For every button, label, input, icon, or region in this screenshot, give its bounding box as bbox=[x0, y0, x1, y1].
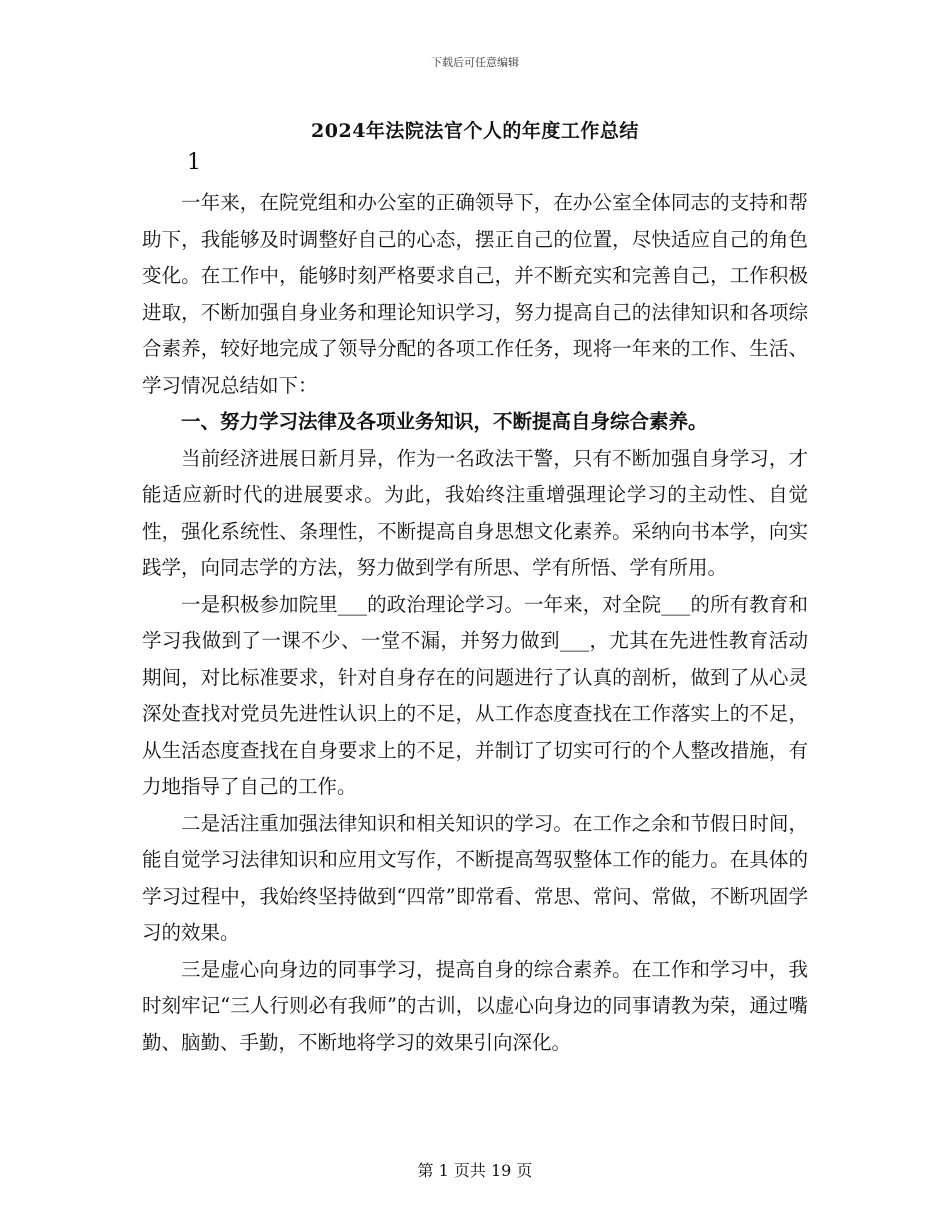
document-title: 2024年法院法官个人的年度工作总结 bbox=[311, 120, 639, 142]
section-heading: 一、努力学习法律及各项业务知识，不断提高自身综合素养。 bbox=[181, 410, 708, 433]
paragraph-point-two: 二是活注重加强法律知识和相关知识的学习。在工作之余和节假日时间，能自觉学习法律知识和应用文写作，不断提高驾驭整体工作的能力。在具体的学习过程中，我始终坚持做到“四常”即常看、常思、常问、常做，不断巩固学习的效果。 bbox=[142, 811, 808, 944]
paragraph-point-one: 一是积极参加院里___的政治理论学习。一年来，对全院___的所有教育和学习我做到了一课不少、一堂不漏，并努力做到___，尤其在先进性教育活动期间，对比标准要求，针对自身存在的问题进行了认真的剖析，做到了从心灵深处查找对党员先进性认识上的不足，从工作态度查找在工作落实上的不足，从生活态度查找在自身要求上的不足，并制订了切实可行的个人整改措施，有力地指导了自己的工作。 bbox=[142, 592, 808, 798]
page-number-footer: 第 1 页共 19 页 bbox=[417, 1161, 533, 1180]
page-header-note: 下载后可任意编辑 bbox=[431, 56, 519, 69]
section-number: 1 bbox=[187, 150, 201, 175]
document-body bbox=[142, 185, 808, 1061]
paragraph-intro: 一年来，在院党组和办公室的正确领导下，在办公室全体同志的支持和帮助下，我能够及时调整好自己的心态，摆正自己的位置，尽快适应自己的角色变化。在工作中，能够时刻严格要求自己，并不断充实和完善自己，工作积极进取，不断加强自身业务和理论知识学习，努力提高自己的法律知识和各项综合素养，较好地完成了领导分配的各项工作任务，现将一年来的工作、生活、学习情况总结如下： bbox=[142, 191, 808, 397]
paragraph-study: 当前经济进展日新月异，作为一名政法干警，只有不断加强自身学习，才能适应新时代的进展要求。为此，我始终注重增强理论学习的主动性、自觉性，强化系统性、条理性，不断提高自身思想文化素养。采纳向书本学，向实践学，向同志学的方法，努力做到学有所思、学有所悟、学有所用。 bbox=[142, 446, 808, 579]
paragraph-point-three: 三是虚心向身边的同事学习，提高自身的综合素养。在工作和学习中，我时刻牢记“三人行则必有我师”的古训，以虚心向身边的同事请教为荣，通过嘴勤、脑勤、手勤，不断地将学习的效果引向深化。 bbox=[142, 957, 808, 1054]
